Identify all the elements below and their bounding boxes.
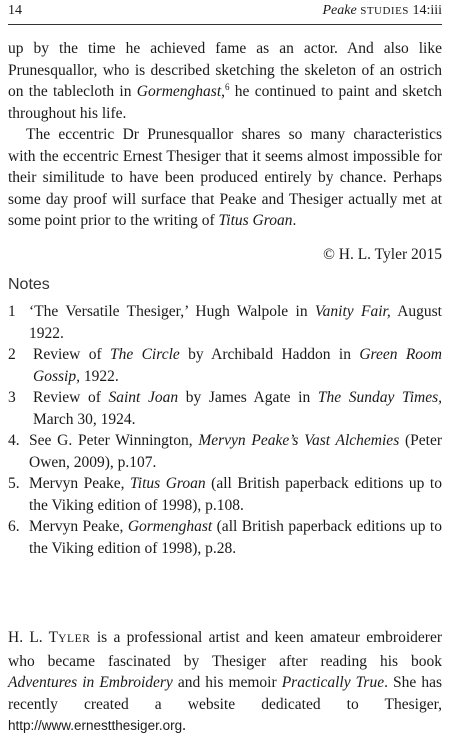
book-title: Practically True: [281, 674, 385, 691]
paragraph-1: up by the time he achieved fame as an actor. And also like Prunesquallor, who is described sketching the skeleton of an ostrich on the tablecloth in Gormenghast,$^6$ he continued to paint and sketch throughout his life.: [8, 40, 442, 122]
note-text: [29, 344, 442, 387]
note-text: [29, 516, 442, 559]
text-run: 1922.: [79, 367, 119, 385]
article-body: [8, 38, 442, 232]
text-run: and his memoir: [172, 674, 282, 691]
publication-title: Saint Joan: [108, 389, 179, 406]
text-run: .: [292, 212, 297, 229]
journal-title: [323, 3, 443, 19]
notes-list: [8, 301, 442, 559]
book-title: Gormenghast: [136, 83, 222, 100]
text-run: August 1922.: [29, 303, 442, 342]
text-run: ‘The Versatile Thesiger,’ Hugh Walpole in: [29, 303, 315, 320]
text-run: is a professional artist and keen amateur embroiderer who became fascinated by Thesiger after reading his book: [8, 629, 442, 670]
note-text: [29, 430, 442, 473]
journal-name: Peake: [322, 3, 357, 18]
text-run: (all British paperback editions up to the Viking edition of 1998), p.108.: [29, 475, 442, 514]
note-number: 6.: [8, 518, 20, 535]
note-number: 1: [8, 303, 16, 320]
copyright-signature: © H. L. Tyler 2015: [323, 246, 442, 263]
text-run: up by the time he achieved fame as an actor. And also like Prunesquallor, who is described sketching the skeleton of an ostrich on the tablecloth in: [8, 40, 442, 100]
text-run: The eccentric Dr Prunesquallor shares so many characteristics with the eccentric Ernest Thesiger that it seems almost impossible for their similitude to have been produced entirely by chance. Perhaps some day proof will surface that Peake and Thesiger actually met at some point prior to the writing of: [8, 126, 442, 229]
text-run: Mervyn Peake,: [29, 518, 128, 535]
book-title: Adventures in Embroidery: [8, 674, 173, 691]
note-item: [8, 430, 442, 473]
text-run: .: [182, 717, 186, 734]
text-run: by James Agate in: [178, 389, 318, 406]
book-title: Titus Groan: [218, 212, 293, 229]
author-name: H. L. T: [8, 629, 59, 646]
publication-title: Titus Groan: [130, 475, 206, 492]
publication-title: Mervyn Peake’s Vast Alchemies: [198, 432, 400, 449]
publication-title: The Sunday Times,: [317, 389, 443, 406]
publication-title: Vanity Fair,: [314, 303, 391, 320]
notes-heading: Notes: [8, 276, 50, 293]
note-number: 3: [8, 389, 16, 406]
text-run: Review of: [33, 346, 110, 363]
note-number: 5.: [8, 475, 20, 492]
text-run: . She has recently created a website dedicated to Thesiger,: [8, 674, 442, 713]
journal-issue: 14:iii: [412, 3, 442, 18]
text-run: Mervyn Peake,: [29, 475, 131, 492]
journal-subtitle: STUDIES: [360, 5, 409, 17]
publication-title: Green Room Gossip,: [33, 346, 442, 385]
note-item: [8, 301, 442, 344]
publication-title: Gormenghast: [127, 518, 213, 535]
text-run: (Peter Owen, 2009), p.107.: [29, 432, 442, 471]
note-text: [29, 473, 442, 516]
text-run: by Archibald Haddon in: [179, 346, 360, 363]
note-item: [8, 344, 442, 387]
text-run: he continued to paint and sketch throughout his life.: [8, 83, 442, 122]
note-number: 4.: [8, 432, 20, 449]
page-number: 14: [8, 3, 22, 18]
text-run: (all British paperback editions up to the Viking edition of 1998), p.28.: [29, 518, 442, 557]
footnote-ref[interactable]: 6: [225, 81, 230, 92]
text-run: Review of: [33, 389, 109, 406]
author-name-smallcaps: YLER: [58, 633, 91, 645]
note-item: [8, 516, 442, 559]
header-rule: [8, 24, 442, 25]
note-item: [8, 387, 442, 430]
note-text: [29, 387, 442, 430]
note-item: [8, 473, 442, 516]
paragraph-2: [8, 124, 442, 232]
website-link[interactable]: http://www.ernestthesiger.org: [8, 718, 183, 733]
text-run: See G. Peter Winnington,: [29, 432, 199, 449]
note-number: 2: [8, 346, 16, 363]
text-run: March 30, 1924.: [33, 410, 136, 428]
note-text: [29, 301, 442, 344]
author-bio: [8, 627, 442, 737]
publication-title: The Circle: [109, 346, 180, 363]
running-header: [8, 3, 442, 19]
